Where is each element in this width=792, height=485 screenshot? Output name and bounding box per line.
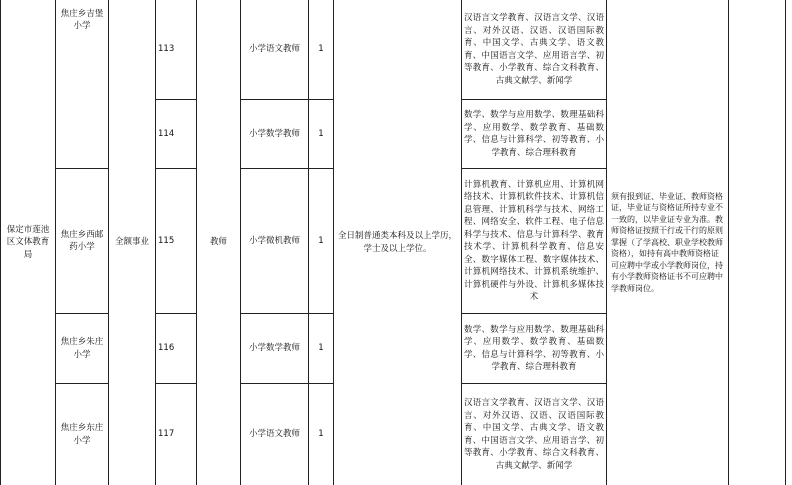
post-name-cell: [241, 0, 308, 99]
grid-line: [728, 0, 729, 485]
post-name-cell: [241, 100, 308, 168]
headcount: 1: [318, 128, 324, 139]
school-name: 焦庄乡东庄小学: [60, 423, 104, 446]
department-name: 保定市莲池区文体教育局: [6, 224, 50, 260]
major-requirement: 汉语言文学教育、汉语言文学、汉语言、对外汉语、汉语、汉语国际教育、中国文学、古典文学、语文教育、中国语言文学、应用语言学、初等教育、小学教育、综合文科教育、古典文献学、新闻学: [464, 13, 604, 86]
post-code-cell: [156, 314, 196, 383]
major-requirement: 汉语言文学教育、汉语言文学、汉语言、对外汉语、汉语、汉语国际教育、中国文学、古典文学、语文教育、中国语言文学、应用语言学、初等教育、小学教育、综合文科教育、古典文献学、新闻学: [464, 398, 604, 471]
school-cell: [56, 169, 108, 313]
post-name: 小学语文教师: [248, 44, 300, 55]
department-cell: [1, 0, 55, 485]
major-requirement: 计算机教育、计算机应用、计算机网络技术、计算机软件技术、计算机信息管理、计算机科学与技术、网络工程、网络安全、软件工程、电子信息科学与技术、信息与计算科学、教育技术学、计算机科学教育、信息安全、数字媒体工程、数字媒体技术、计算机网络技术、计算机系统维护、计算机硬件与外设、计算机多媒体技术: [464, 179, 604, 302]
major-cell: [462, 100, 606, 168]
post-name-cell: [241, 169, 308, 313]
post-code: 115: [158, 235, 175, 246]
headcount-cell: [309, 314, 333, 383]
post-code: 117: [158, 429, 175, 440]
school-name: 焦庄乡吉堡小学: [60, 8, 104, 31]
headcount: 1: [318, 343, 324, 354]
remarks-cell: [607, 0, 728, 485]
headcount: 1: [318, 235, 324, 246]
grid-line: [785, 0, 786, 485]
school-cell: [56, 384, 108, 485]
school-cell: [56, 0, 108, 40]
headcount-cell: [309, 384, 333, 485]
post-name: 小学数学教师: [248, 128, 300, 139]
headcount: 1: [318, 44, 324, 55]
post-code: 114: [158, 128, 175, 139]
post-name: 小学微机教师: [248, 235, 300, 246]
school-name: 焦庄乡朱庄小学: [60, 337, 104, 360]
major-cell: [462, 384, 606, 485]
post-name-cell: [241, 384, 308, 485]
headcount-cell: [309, 100, 333, 168]
post-code: 113: [158, 44, 175, 55]
post-code-cell: [156, 0, 196, 99]
post-code-cell: [156, 384, 196, 485]
education-cell: [334, 0, 461, 485]
post-code-cell: [156, 169, 196, 313]
post-name: 小学语文教师: [248, 429, 300, 440]
major-requirement: 数学、数学与应用数学、数理基础科学、应用数学、数学教育、基础数学、信息与计算科学、初等教育、小学教育、综合理科教育: [464, 324, 604, 372]
headcount: 1: [318, 429, 324, 440]
headcount-cell: [309, 169, 333, 313]
fund-type-cell: [109, 0, 155, 485]
post-name: 小学数学教师: [248, 343, 300, 354]
major-requirement: 数学、数学与应用数学、数理基础科学、应用数学、数学教育、基础数学、信息与计算科学、初等教育、小学教育、综合理科教育: [464, 110, 604, 158]
school-cell: [56, 314, 108, 383]
major-cell: [462, 314, 606, 383]
major-cell: [462, 169, 606, 313]
remarks-text: 须有报到证、毕业证、教师资格证，毕业证与资格证所持专业不一致的，以毕业证专业为准。教师资格证按照干行或干行的原则掌握（了学高校、职业学校教师资格），如持有高中教师资格证可应聘中学或小学教师岗位，持有小学教师资格证书不可应聘中学教师岗位。: [611, 191, 723, 293]
post-code: 116: [158, 343, 175, 354]
post-name-cell: [241, 314, 308, 383]
post-category-cell: [197, 0, 240, 485]
school-name: 焦庄乡西邮药小学: [60, 229, 104, 252]
fund-type: 全额事业: [114, 237, 149, 248]
post-category: 教师: [209, 237, 227, 248]
education-requirement: 全日制普通类本科及以上学历，学士及以上学位。: [337, 231, 457, 254]
post-code-cell: [156, 100, 196, 168]
major-cell: [462, 0, 606, 99]
headcount-cell: [309, 0, 333, 99]
